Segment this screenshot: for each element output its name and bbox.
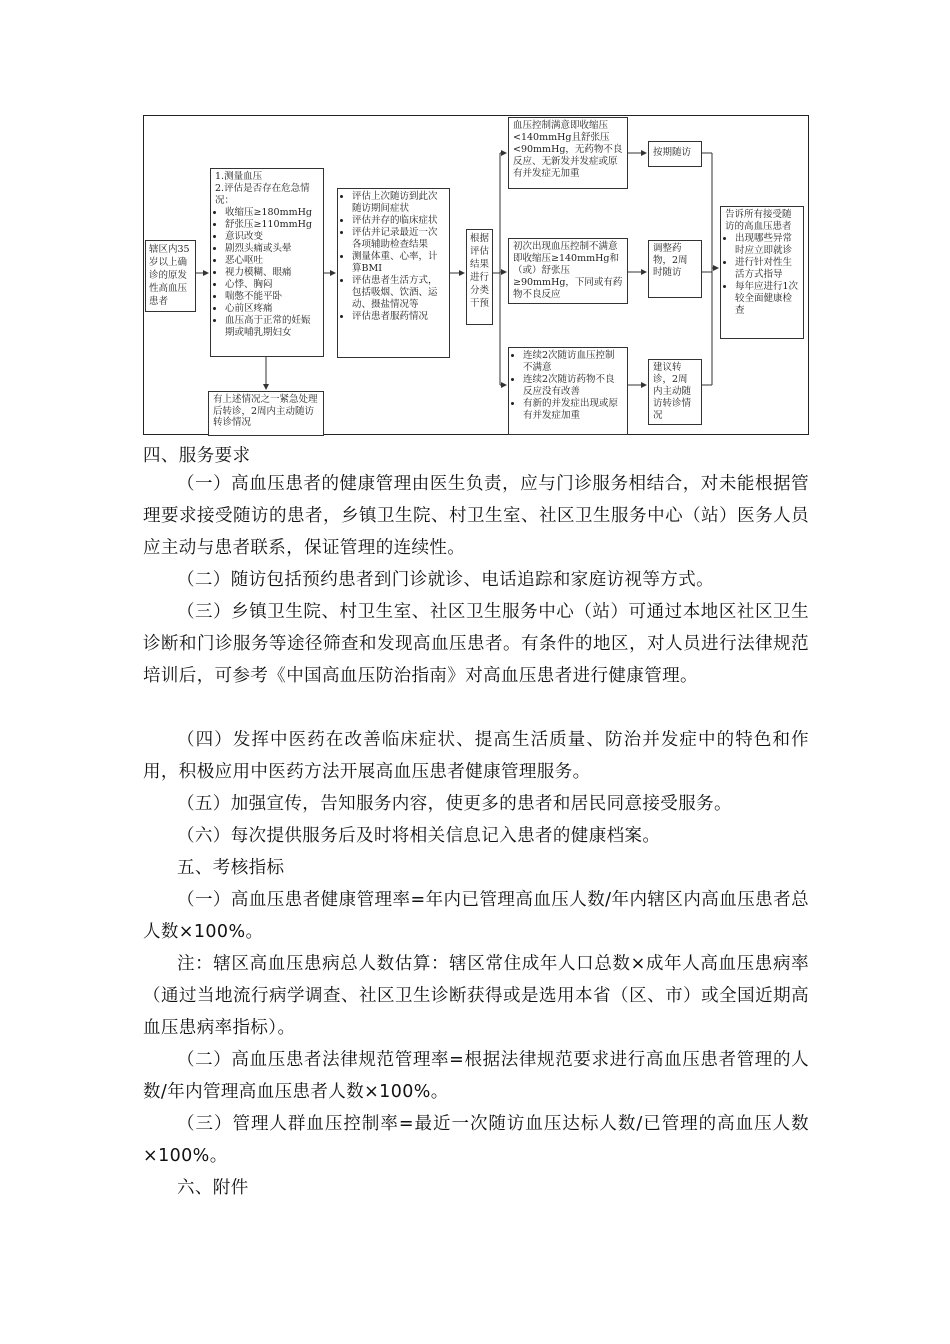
section-4-paragraph-4: （四）发挥中医药在改善临床症状、提高生活质量、防治并发症中的特色和作用，积极应用中医药方法开展高血压患者健康管理服务。 [143,730,809,782]
list-item: • 连续2次随访药物不良反应没有改善 [523,374,623,398]
section-4-paragraph-6: （六）每次提供服务后及时将相关信息记入患者的健康档案。 [177,826,661,846]
danger-sign-list [215,207,319,339]
list-item: • 视力模糊、眼痛 [225,267,319,279]
section-4-paragraph-3: （三）乡镇卫生院、村卫生室、社区卫生服务中心（站）可通过本地区社区卫生诊断和门诊服务等途径筛查和发现高血压患者。有条件的地区，对人员进行法律规范培训后，可参考《中国高血压防治指南》对高血压患者进行健康管理。 [143,602,809,686]
list-item: • 进行针对性生活方式指导 [735,257,799,281]
section-4-paragraph-1: （一）高血压患者的健康管理由医生负责，应与门诊服务相结合，对未能根据管理要求接受随访的患者，乡镇卫生院、村卫生室、社区卫生服务中心（站）医务人员应主动与患者联系，保证管理的连续性。 [143,474,809,558]
list-item: • 有新的并发症出现或原有并发症加重 [523,398,623,422]
list-item: • 评估并记录最近一次各项辅助检查结果 [352,227,445,251]
assessment-step-2: 2.评估是否存在危急情况： [215,183,310,206]
case-controlled-text: 血压控制满意即收缩压<140mmHg且舒张压<90mmHg，无药物不良反应、无新发并发症或原有并发症无加重 [513,120,623,179]
final-advice-list [725,233,799,317]
case-uncontrolled-first-text: 初次出现血压控制不满意即收缩压≥140mmHg和（或）舒张压≥90mmHg，下同或有药物不良反应 [513,241,623,300]
assessment-step-1: 1.测量血压 [215,171,263,182]
final-advice-title: 告诉所有接受随访的高血压患者 [725,209,792,232]
section-5-heading: 五、考核指标 [177,858,285,878]
action-referral [648,359,702,425]
case-repeat-list [513,350,623,422]
list-item: • 喘憋不能平卧 [225,291,319,303]
classify-text: 根据评估结果进行分类干预 [470,233,490,309]
review-node [337,188,450,358]
classify-node [466,229,493,325]
assessment-node [210,168,324,357]
urgent-referral-node [208,391,324,436]
list-item: • 评估患者服药情况 [352,311,445,323]
case-uncontrolled-repeat-node [508,347,628,435]
case-uncontrolled-first-node [508,238,628,304]
list-item: • 血压高于正常的妊娠期或哺乳期妇女 [225,315,319,339]
section-5-note: 注：辖区高血压患病总人数估算：辖区常住成年人口总数×成年人高血压患病率（通过当地流行病学调查、社区卫生诊断获得或是选用本省（区、市）或全国近期高血压患病率指标）。 [143,954,809,1038]
list-item: • 出现哪些异常时应立即就诊 [735,233,799,257]
review-list [342,191,445,323]
list-item: • 收缩压≥180mmHg [225,207,319,219]
list-item: • 评估并存的临床症状 [352,215,445,227]
list-item: • 评估患者生活方式，包括吸烟、饮酒、运动、摄盐情况等 [352,275,445,311]
list-item: • 舒张压≥110mmHg [225,219,319,231]
start-node-text: 辖区内35岁以上确诊的原发性高血压患者 [149,244,190,307]
start-node [145,240,196,312]
section-5-paragraph-3: （三）管理人群血压控制率=最近一次随访血压达标人数/已管理的高血压人数×100%。 [143,1114,809,1166]
list-item: • 评估上次随访到此次随访期间症状 [352,191,445,215]
list-item: • 测量体重、心率，计算BMI [352,251,445,275]
case-controlled-node [508,117,628,189]
section-5-paragraph-1: （一）高血压患者健康管理率=年内已管理高血压人数/年内辖区内高血压患者总人数×100%。 [143,890,809,942]
list-item: • 剧烈头痛或头晕 [225,243,319,255]
list-item: • 心悸、胸闷 [225,279,319,291]
final-advice-node [720,206,804,339]
list-item: • 连续2次随访血压控制不满意 [523,350,623,374]
action-scheduled-followup [648,141,702,167]
urgent-referral-text: 有上述情况之一紧急处理后转诊，2周内主动随访转诊情况 [213,394,318,428]
section-6-heading: 六、附件 [177,1178,249,1198]
action-adjust-medication [648,240,702,298]
action-referral-text: 建议转诊，2周内主动随访转诊情况 [653,362,692,421]
action-adjust-medication-text: 调整药物，2周时随访 [653,243,688,278]
list-item: • 恶心呕吐 [225,255,319,267]
list-item: • 心前区疼痛 [225,303,319,315]
section-4-paragraph-5: （五）加强宣传，告知服务内容，使更多的患者和居民同意接受服务。 [177,794,732,814]
section-5-paragraph-2: （二）高血压患者法律规范管理率=根据法律规范要求进行高血压患者管理的人数/年内管理高血压患者人数×100%。 [143,1050,809,1102]
list-item: • 每年应进行1次较全面健康检查 [735,281,799,317]
list-item: • 意识改变 [225,231,319,243]
action-scheduled-followup-text: 按期随访 [653,147,692,158]
section-4-paragraph-2: （二）随访包括预约患者到门诊就诊、电话追踪和家庭访视等方式。 [177,570,714,590]
section-4-heading: 四、服务要求 [143,446,251,466]
